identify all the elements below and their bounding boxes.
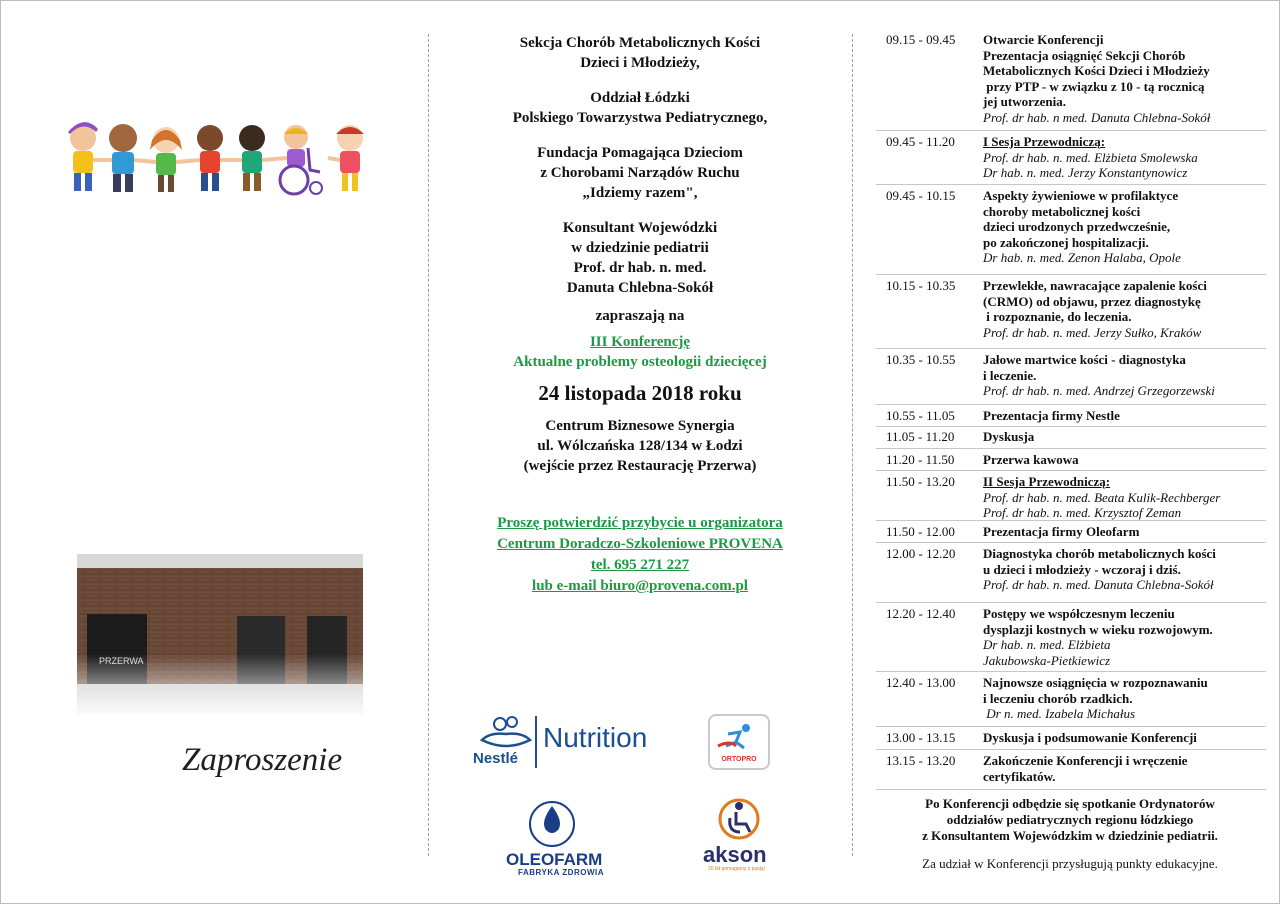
organizer-2 bbox=[448, 88, 832, 128]
program-description bbox=[983, 474, 1258, 521]
program-description bbox=[983, 32, 1258, 125]
oleofarm-drop-logo bbox=[524, 794, 580, 850]
program-time: 09.15 - 09.45 bbox=[886, 32, 956, 47]
program-speaker: Dr hab. n. med. Jerzy Konstantynowicz bbox=[983, 165, 1188, 180]
program-time: 11.05 - 11.20 bbox=[886, 429, 955, 444]
program-description bbox=[983, 452, 1258, 468]
program-separator bbox=[876, 542, 1266, 543]
child-figure-4 bbox=[197, 125, 223, 191]
program-title-line: Jałowe martwice kości - diagnostyka bbox=[983, 352, 1186, 367]
program-separator bbox=[876, 184, 1266, 185]
program-separator bbox=[876, 749, 1266, 750]
program-title-line: I Sesja Przewodniczą: bbox=[983, 134, 1106, 149]
venue-line: (wejście przez Restaurację Przerwa) bbox=[523, 458, 757, 474]
program-speaker: Dr hab. n. med. Elżbieta bbox=[983, 637, 1111, 652]
organizer-3-line: z Chorobami Narządów Ruchu bbox=[540, 165, 740, 181]
program-speaker: Prof. dr hab. n. med. Jerzy Sułko, Kraków bbox=[983, 324, 1202, 340]
organizer-3-line: Fundacja Pomagająca Dzieciom bbox=[537, 145, 743, 161]
child-figure-7 bbox=[336, 125, 364, 191]
organizer-2-line: Polskiego Towarzystwa Pediatrycznego, bbox=[512, 110, 768, 126]
program-description bbox=[983, 753, 1258, 784]
program-description bbox=[983, 606, 1258, 668]
program-speaker: Prof. dr hab. n. med. Beata Kulik-Rechberger bbox=[983, 489, 1221, 505]
program-separator bbox=[876, 602, 1266, 603]
program-description bbox=[983, 278, 1258, 340]
child-figure-5 bbox=[239, 125, 265, 191]
invitation-title: Zaproszenie bbox=[182, 742, 343, 778]
child-figure-3 bbox=[150, 127, 182, 192]
program-separator bbox=[876, 130, 1266, 131]
invite-phrase: zapraszają na bbox=[595, 308, 685, 324]
program-description bbox=[983, 546, 1258, 593]
rsvp-line: Centrum Doradczo-Szkoleniowe PROVENA bbox=[497, 536, 783, 552]
program-time: 12.00 - 12.20 bbox=[886, 546, 956, 561]
program-title-line: Przerwa kawowa bbox=[983, 452, 1079, 467]
program-speaker: Prof. dr hab. n. med. Krzysztof Zeman bbox=[983, 505, 1182, 520]
venue-line: ul. Wólczańska 128/134 w Łodzi bbox=[537, 438, 743, 454]
program-speaker: Prof. dr hab. n. med. Danuta Chlebna-Sokół bbox=[983, 577, 1214, 592]
invitation-text bbox=[448, 33, 832, 597]
program-time: 10.35 - 10.55 bbox=[886, 352, 956, 367]
venue-line: Centrum Biznesowe Synergia bbox=[545, 418, 735, 434]
conference-date: 24 listopada 2018 roku bbox=[538, 381, 742, 405]
program-title-line: Otwarcie Konferencji bbox=[983, 32, 1104, 47]
program-title-line: (CRMO) od objawu, przez diagnostykę bbox=[983, 293, 1201, 309]
oleofarm-name: OLEOFARM bbox=[506, 850, 603, 869]
fold-line-right bbox=[852, 34, 853, 856]
nestle-nest-logo bbox=[478, 710, 534, 750]
program-separator bbox=[876, 348, 1266, 349]
conference-name: III Konferencję bbox=[589, 334, 691, 350]
rsvp-phone[interactable]: tel. 695 271 227 bbox=[590, 557, 690, 573]
program-title-line: Prezentacja osiągnięć Sekcji Chorób bbox=[983, 47, 1186, 63]
nestle-nutrition-text: Nutrition bbox=[543, 722, 648, 753]
organizer-3-line: „Idziemy razem", bbox=[582, 185, 698, 201]
program-title-line: choroby metabolicznej kości bbox=[983, 203, 1141, 219]
organizer-1 bbox=[448, 33, 832, 73]
program-title-line: Zakończenie Konferencji i wręczenie bbox=[983, 753, 1188, 768]
program-time: 13.00 - 13.15 bbox=[886, 730, 956, 745]
rsvp-line: Proszę potwierdzić przybycie u organizatora bbox=[497, 515, 783, 531]
organizer-4-line: Prof. dr hab. n. med. bbox=[573, 260, 707, 276]
program-title-line: Przewlekłe, nawracające zapalenie kości bbox=[983, 278, 1207, 293]
organizer-4-line: Danuta Chlebna-Sokół bbox=[566, 280, 714, 296]
program-title-line: Postępy we współczesnym leczeniu bbox=[983, 606, 1175, 621]
building-photo bbox=[77, 554, 363, 714]
program-title-line: II Sesja Przewodniczą: bbox=[983, 474, 1111, 489]
program-time: 09.45 - 10.15 bbox=[886, 188, 956, 203]
program-speaker: Dr n. med. Izabela Michałus bbox=[983, 706, 1136, 721]
program-speaker: Prof. dr hab. n. med. Andrzej Grzegorzewski bbox=[983, 383, 1215, 398]
program-title-line: Diagnostyka chorób metabolicznych kości bbox=[983, 546, 1216, 561]
points-note: Za udział w Konferencji przysługują punkty edukacyjne. bbox=[922, 856, 1218, 871]
closing-note bbox=[880, 796, 1260, 844]
children-illustration bbox=[58, 120, 388, 200]
oleofarm-tagline: FABRYKA ZDROWIA bbox=[518, 868, 605, 877]
sponsor-logos bbox=[440, 700, 840, 890]
program-time: 10.55 - 11.05 bbox=[886, 408, 955, 423]
program-time: 11.20 - 11.50 bbox=[886, 452, 955, 467]
program-time: 12.20 - 12.40 bbox=[886, 606, 956, 621]
program-time: 11.50 - 13.20 bbox=[886, 474, 955, 489]
program-separator bbox=[876, 671, 1266, 672]
program-speaker: Prof. dr hab. n. med. Elżbieta Smolewska bbox=[983, 149, 1198, 165]
ortopro-text: ORTOPRO bbox=[721, 756, 757, 763]
program-time: 09.45 - 11.20 bbox=[886, 134, 955, 149]
organizer-4 bbox=[448, 218, 832, 298]
program-title-line: u dzieci i młodzieży - wczoraj i dziś. bbox=[983, 561, 1181, 577]
program-title-line: Prezentacja firmy Oleofarm bbox=[983, 524, 1140, 539]
organizer-2-line: Oddział Łódzki bbox=[590, 90, 690, 106]
program-speaker: Prof. dr hab. n med. Danuta Chlebna-Sokół bbox=[983, 109, 1211, 125]
closing-line: z Konsultantem Wojewódzkim w dziedzinie pediatrii. bbox=[922, 828, 1218, 843]
organizer-4-line: w dziedzinie pediatrii bbox=[571, 240, 709, 256]
program-description bbox=[983, 524, 1258, 540]
program-title-line: Dyskusja i podsumowanie Konferencji bbox=[983, 730, 1197, 745]
program-separator bbox=[876, 274, 1266, 275]
program-description bbox=[983, 134, 1258, 181]
runner-icon bbox=[710, 716, 768, 756]
program-description bbox=[983, 429, 1258, 445]
program-speaker: Dr hab. n. med. Zenon Halaba, Opole bbox=[983, 250, 1181, 265]
program-separator bbox=[876, 520, 1266, 521]
organizer-3 bbox=[448, 143, 832, 203]
closing-line: oddziałów pediatrycznych regionu łódzkiego bbox=[946, 812, 1194, 827]
program-title-line: jej utworzenia. bbox=[983, 94, 1067, 109]
program-title-line: dysplazji kostnych w wieku rozwojowym. bbox=[983, 621, 1213, 637]
program-description bbox=[983, 408, 1258, 424]
program-title-line: i leczeniu chorób rzadkich. bbox=[983, 690, 1133, 706]
program-title-line: Aspekty żywieniowe w profilaktyce bbox=[983, 188, 1179, 203]
organizer-1-line: Sekcja Chorób Metabolicznych Kości bbox=[519, 35, 761, 51]
program-description bbox=[983, 730, 1258, 746]
program-title-line: Najnowsze osiągnięcia w rozpoznawaniu bbox=[983, 675, 1208, 690]
child-figure-1 bbox=[68, 122, 98, 191]
program-title-line: Prezentacja firmy Nestle bbox=[983, 408, 1120, 423]
program-title-line: po zakończonej hospitalizacji. bbox=[983, 234, 1149, 250]
program-separator bbox=[876, 789, 1266, 790]
conference-subtitle: Aktualne problemy osteologii dziecięcej bbox=[513, 354, 767, 370]
program-title-line: Dyskusja bbox=[983, 429, 1035, 444]
program-title-line: i leczenie. bbox=[983, 367, 1037, 383]
closing-line: Po Konferencji odbędzie się spotkanie Ordynatorów bbox=[925, 796, 1215, 811]
program-title-line: przy PTP - w związku z 10 - tą rocznicą bbox=[983, 78, 1205, 94]
program-speaker: Jakubowska-Pietkiewicz bbox=[983, 652, 1111, 668]
program-time: 10.15 - 10.35 bbox=[886, 278, 956, 293]
program-separator bbox=[876, 470, 1266, 471]
organizer-4-line: Konsultant Wojewódzki bbox=[562, 220, 718, 236]
akson-wheelchair-logo bbox=[714, 794, 764, 844]
program-description bbox=[983, 352, 1258, 399]
nestle-brand-text: Nestlé bbox=[473, 750, 519, 767]
venue bbox=[448, 416, 832, 476]
akson-name: akson bbox=[703, 842, 767, 867]
program-separator bbox=[876, 404, 1266, 405]
program-separator bbox=[876, 426, 1266, 427]
nestle-divider bbox=[535, 716, 537, 768]
program-title-line: dzieci urodzonych przedwcześnie, bbox=[983, 219, 1171, 234]
program-description bbox=[983, 675, 1258, 722]
ortopro-logo bbox=[708, 714, 770, 770]
program-time: 12.40 - 13.00 bbox=[886, 675, 956, 690]
program-title-line: Metabolicznych Kości Dzieci i Młodzieży bbox=[983, 63, 1210, 78]
rsvp-email[interactable]: lub e-mail biuro@provena.com.pl bbox=[532, 578, 748, 594]
organizer-1-line: Dzieci i Młodzieży, bbox=[580, 55, 700, 71]
rsvp bbox=[448, 513, 832, 597]
program-separator bbox=[876, 448, 1266, 449]
program-separator bbox=[876, 726, 1266, 727]
akson-tagline: 20 lat pomagamy z pasją! bbox=[708, 866, 765, 872]
program-title-line: certyfikatów. bbox=[983, 768, 1056, 784]
fold-line-left bbox=[428, 34, 429, 856]
program-description bbox=[983, 188, 1258, 266]
child-figure-2 bbox=[109, 124, 137, 192]
program-time: 11.50 - 12.00 bbox=[886, 524, 955, 539]
program-time: 13.15 - 13.20 bbox=[886, 753, 956, 768]
program-title-line: i rozpoznanie, do leczenia. bbox=[983, 309, 1132, 324]
